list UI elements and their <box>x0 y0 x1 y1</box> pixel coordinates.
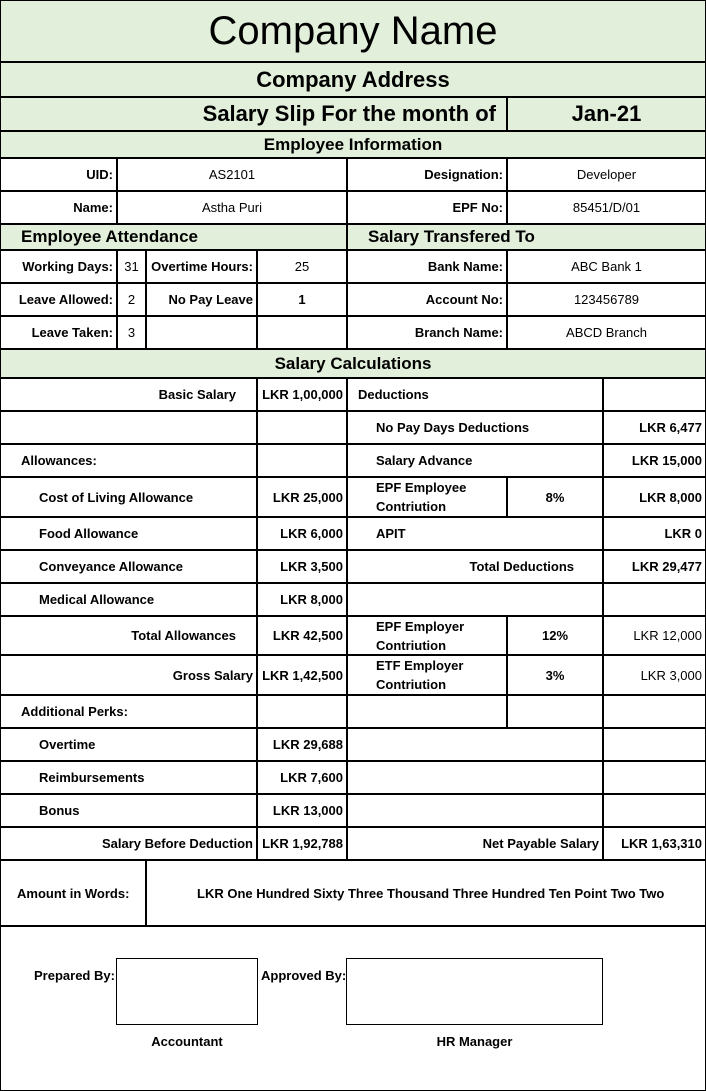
leave-taken-value: 3 <box>117 316 146 349</box>
conveyance-allowance-value: LKR 3,500 <box>257 550 347 583</box>
deductions-label: Deductions <box>347 378 603 411</box>
apit-value: LKR 0 <box>603 517 706 550</box>
empty-cell <box>347 583 603 616</box>
empty-cell <box>257 316 347 349</box>
no-pay-leave-label: No Pay Leave <box>146 283 257 316</box>
uid-label: UID: <box>0 158 117 191</box>
medical-allowance-label: Medical Allowance <box>0 583 257 616</box>
epf-employer-value: LKR 12,000 <box>603 616 706 655</box>
conveyance-allowance-label: Conveyance Allowance <box>0 550 257 583</box>
empty-cell <box>603 794 706 827</box>
accountant-label: Accountant <box>151 1033 223 1049</box>
basic-salary-value: LKR 1,00,000 <box>257 378 347 411</box>
empty-cell <box>603 378 706 411</box>
empty-cell <box>603 761 706 794</box>
total-allowances-value: LKR 42,500 <box>257 616 347 655</box>
reimbursements-label: Reimbursements <box>0 761 257 794</box>
name-value: Astha Puri <box>117 191 347 224</box>
empty-cell <box>146 316 257 349</box>
empty-cell <box>347 761 603 794</box>
prepared-by-label: Prepared By: <box>34 967 115 983</box>
bank-header: Salary Transfered To <box>347 224 706 250</box>
designation-value: Developer <box>507 158 706 191</box>
empty-cell <box>257 411 347 444</box>
epf-employee-label: EPF Employee Contriution <box>347 477 507 517</box>
amount-in-words-label: Amount in Words: <box>0 860 146 926</box>
etf-employer-rate: 3% <box>507 655 603 695</box>
branch-name-label: Branch Name: <box>347 316 507 349</box>
epf-employee-rate: 8% <box>507 477 603 517</box>
empty-cell <box>347 794 603 827</box>
salary-advance-label: Salary Advance <box>347 444 603 477</box>
bank-name-value: ABC Bank 1 <box>507 250 706 283</box>
salary-before-deduction-value: LKR 1,92,788 <box>257 827 347 860</box>
total-deductions-value: LKR 29,477 <box>603 550 706 583</box>
empty-cell <box>0 411 257 444</box>
total-deductions-label: Total Deductions <box>347 550 603 583</box>
allowances-label: Allowances: <box>0 444 257 477</box>
approved-by-signature-box[interactable] <box>346 958 603 1025</box>
medical-allowance-value: LKR 8,000 <box>257 583 347 616</box>
net-payable-value: LKR 1,63,310 <box>603 827 706 860</box>
epf-no-value: 85451/D/01 <box>507 191 706 224</box>
gross-salary-label: Gross Salary <box>0 655 257 695</box>
amount-in-words-value: LKR One Hundred Sixty Three Thousand Three Hundred Ten Point Two Two <box>146 860 706 926</box>
working-days-value: 31 <box>117 250 146 283</box>
total-allowances-label: Total Allowances <box>0 616 257 655</box>
reimbursements-value: LKR 7,600 <box>257 761 347 794</box>
leave-allowed-label: Leave Allowed: <box>0 283 117 316</box>
empty-cell <box>603 728 706 761</box>
uid-value: AS2101 <box>117 158 347 191</box>
epf-employer-rate: 12% <box>507 616 603 655</box>
bank-name-label: Bank Name: <box>347 250 507 283</box>
basic-salary-label: Basic Salary <box>0 378 257 411</box>
hr-manager-label: HR Manager <box>436 1033 513 1049</box>
salary-advance-value: LKR 15,000 <box>603 444 706 477</box>
name-label: Name: <box>0 191 117 224</box>
overtime-hours-label: Overtime Hours: <box>146 250 257 283</box>
no-pay-deductions-label: No Pay Days Deductions <box>347 411 603 444</box>
empty-cell <box>257 695 347 728</box>
employee-info-header: Employee Information <box>0 131 706 158</box>
overtime-value: LKR 29,688 <box>257 728 347 761</box>
no-pay-leave-value: 1 <box>257 283 347 316</box>
leave-allowed-value: 2 <box>117 283 146 316</box>
designation-label: Designation: <box>347 158 507 191</box>
empty-cell <box>257 444 347 477</box>
food-allowance-label: Food Allowance <box>0 517 257 550</box>
account-no-label: Account No: <box>347 283 507 316</box>
cola-label: Cost of Living Allowance <box>0 477 257 517</box>
salary-before-deduction-label: Salary Before Deduction <box>0 827 257 860</box>
slip-month: Jan-21 <box>507 97 706 131</box>
company-name: Company Name <box>0 0 706 62</box>
bonus-value: LKR 13,000 <box>257 794 347 827</box>
account-no-value: 123456789 <box>507 283 706 316</box>
empty-cell <box>347 695 507 728</box>
gross-salary-value: LKR 1,42,500 <box>257 655 347 695</box>
apit-label: APIT <box>347 517 603 550</box>
cola-value: LKR 25,000 <box>257 477 347 517</box>
food-allowance-value: LKR 6,000 <box>257 517 347 550</box>
branch-name-value: ABCD Branch <box>507 316 706 349</box>
additional-perks-label: Additional Perks: <box>0 695 257 728</box>
epf-employer-label: EPF Employer Contriution <box>347 616 507 655</box>
approved-by-label: Approved By: <box>261 967 347 983</box>
prepared-by-signature-box[interactable] <box>116 958 258 1025</box>
etf-employer-label: ETF Employer Contriution <box>347 655 507 695</box>
slip-title: Salary Slip For the month of <box>0 97 507 131</box>
bonus-label: Bonus <box>0 794 257 827</box>
empty-cell <box>507 695 603 728</box>
epf-employee-value: LKR 8,000 <box>603 477 706 517</box>
attendance-header: Employee Attendance <box>0 224 347 250</box>
no-pay-deductions-value: LKR 6,477 <box>603 411 706 444</box>
company-address: Company Address <box>0 62 706 97</box>
working-days-label: Working Days: <box>0 250 117 283</box>
leave-taken-label: Leave Taken: <box>0 316 117 349</box>
empty-cell <box>603 583 706 616</box>
etf-employer-value: LKR 3,000 <box>603 655 706 695</box>
epf-no-label: EPF No: <box>347 191 507 224</box>
overtime-label: Overtime <box>0 728 257 761</box>
empty-cell <box>603 695 706 728</box>
empty-cell <box>347 728 603 761</box>
salary-calculations-header: Salary Calculations <box>0 349 706 378</box>
net-payable-label: Net Payable Salary <box>347 827 603 860</box>
overtime-hours-value: 25 <box>257 250 347 283</box>
